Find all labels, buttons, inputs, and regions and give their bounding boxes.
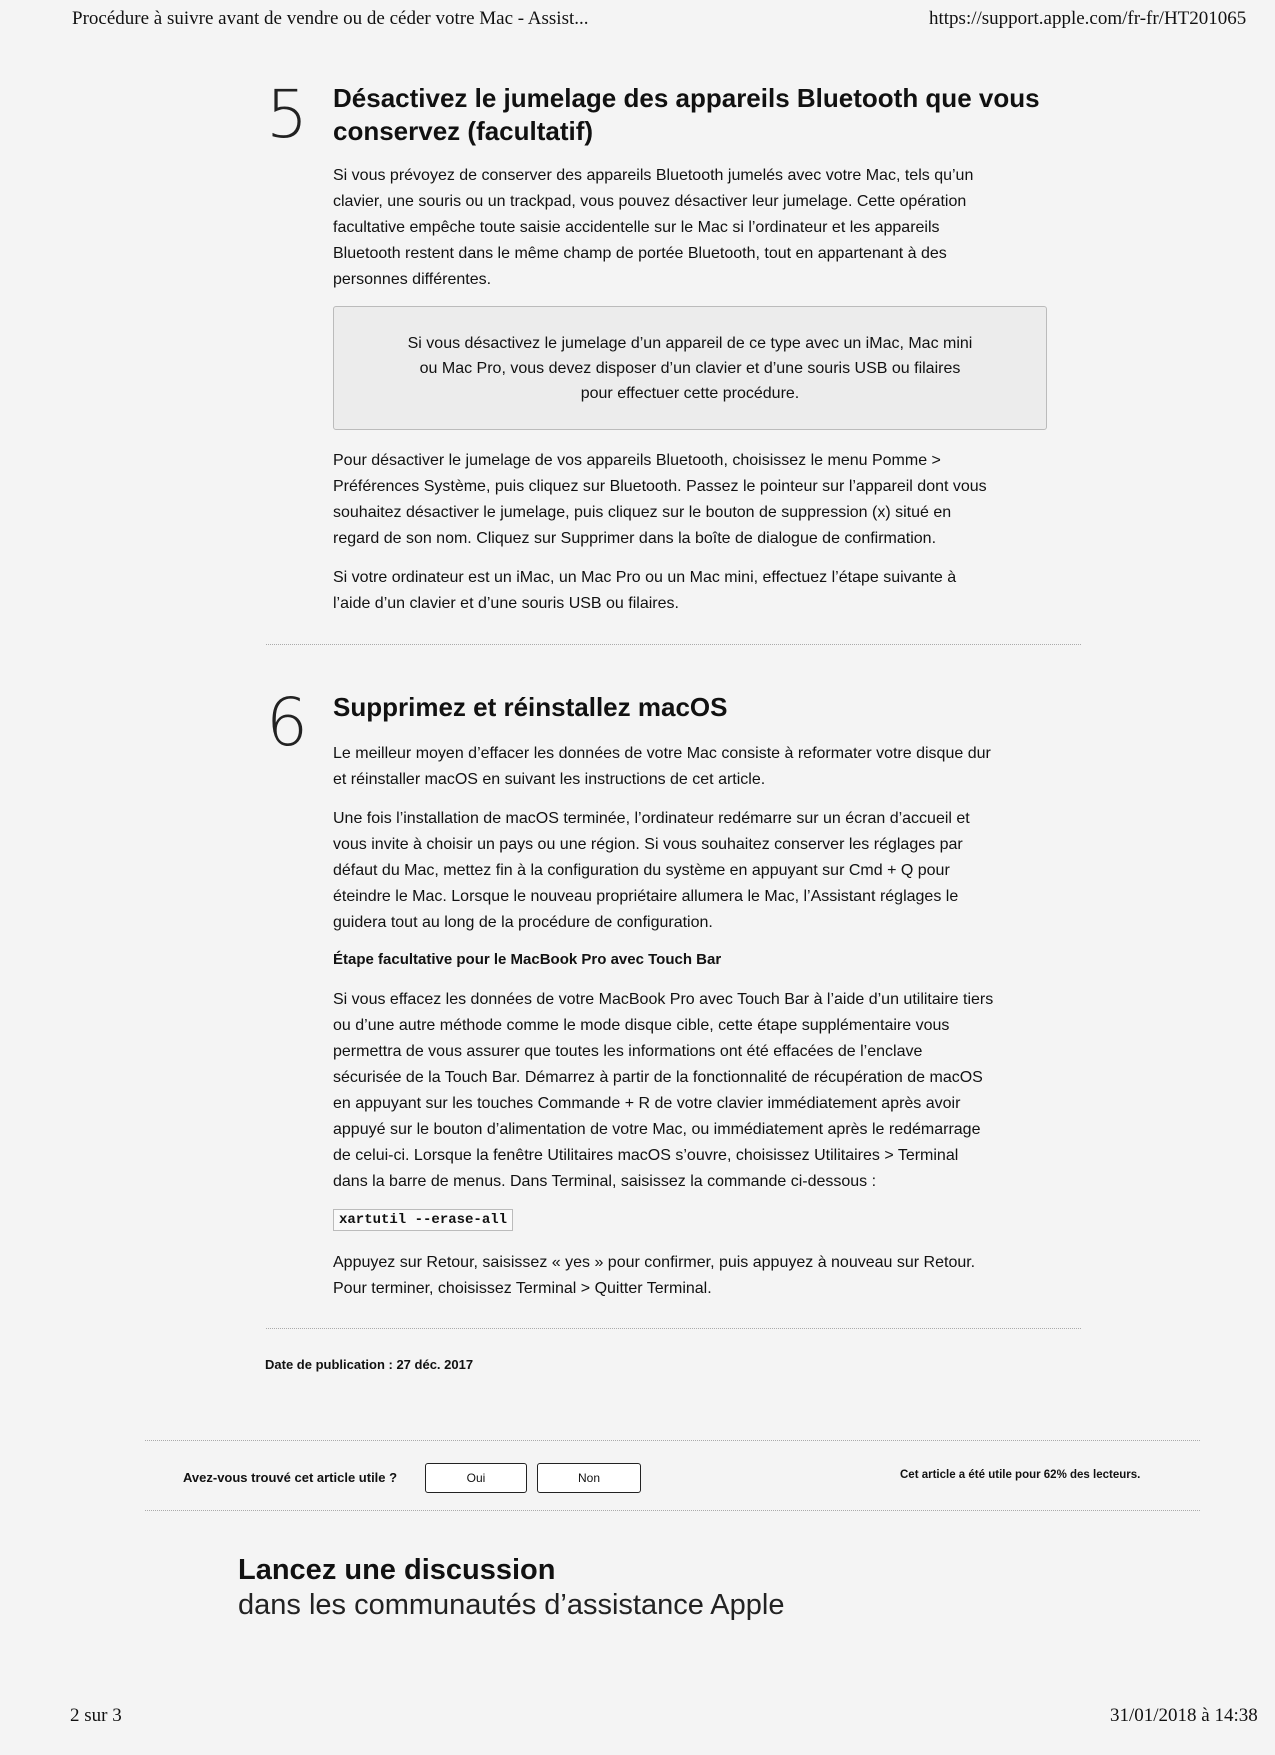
text-line: appuyé sur le bouton d’alimentation de votre Mac, ou immédiatement après le redémarrage (333, 1121, 981, 1138)
step-6-paragraph-1 (333, 741, 1073, 793)
step-6-paragraph-2 (333, 806, 1073, 936)
section-divider (266, 644, 1081, 645)
text-line: Une fois l’installation de macOS terminée, l’ordinateur redémarre sur un écran d’accueil et (333, 810, 970, 827)
text-line: et réinstaller macOS en suivant les instructions de cet article. (333, 771, 766, 788)
step-5-heading (333, 82, 1093, 148)
note-line: Si vous désactivez le jumelage d’un appareil de ce type avec un iMac, Mac mini (407, 335, 973, 352)
text-line: personnes différentes. (333, 271, 492, 288)
feedback-no-button[interactable]: Non (537, 1463, 641, 1493)
feedback-yes-button[interactable]: Oui (425, 1463, 527, 1493)
note-line: ou Mac Pro, vous devez disposer d’un clavier et d’une souris USB ou filaires (419, 360, 961, 377)
step-5-paragraph-3 (333, 565, 1073, 617)
code-snippet (333, 1210, 513, 1228)
text-line: éteindre le Mac. Lorsque le nouveau propriétaire allumera le Mac, l’Assistant réglages le (333, 888, 959, 905)
feedback-divider-bottom (145, 1510, 1200, 1511)
text-line: vous invite à choisir un pays ou une région. Si vous souhaitez conserver les réglages par (333, 836, 963, 853)
text-line: permettra de vous assurer que toutes les informations ont été effacées de l’enclave (333, 1043, 923, 1060)
print-header-url[interactable]: https://support.apple.com/fr-fr/HT201065 (929, 8, 1247, 29)
step-5-paragraph-2 (333, 448, 1073, 552)
community-subtitle[interactable]: dans les communautés d’assistance Apple (238, 1589, 785, 1621)
step-5-title-line1: Désactivez le jumelage des appareils Bluetooth que vous (333, 83, 1040, 113)
feedback-stat: Cet article a été utile pour 62% des lecteurs. (900, 1469, 1141, 1481)
text-line: ou d’une autre méthode comme le mode disque cible, cette étape supplémentaire vous (333, 1017, 950, 1034)
step-6-number: 6 (266, 684, 308, 761)
text-line: Pour terminer, choisissez Terminal > Quitter Terminal. (333, 1280, 712, 1297)
step-6-subheading: Étape facultative pour le MacBook Pro avec Touch Bar (333, 951, 722, 968)
text-line: de celui-ci. Lorsque la fenêtre Utilitaires macOS s’ouvre, choisissez Utilitaires > Terminal (333, 1147, 959, 1164)
step-5-number: 5 (266, 76, 308, 153)
publication-date: Date de publication : 27 déc. 2017 (265, 1357, 474, 1372)
text-line: regard de son nom. Cliquez sur Supprimer dans la boîte de dialogue de confirmation. (333, 530, 937, 547)
text-line: facultative empêche toute saisie accidentelle sur le Mac si l’ordinateur et les appareils (333, 219, 940, 236)
text-line: sécurisée de la Touch Bar. Démarrez à partir de la fonctionnalité de récupération de macOS (333, 1069, 983, 1086)
print-header-title: Procédure à suivre avant de vendre ou de céder votre Mac - Assist... (72, 8, 589, 29)
text-line: l’aide d’un clavier et d’une souris USB ou filaires. (333, 595, 679, 612)
text-line: en appuyant sur les touches Commande + R de votre clavier immédiatement après avoir (333, 1095, 961, 1112)
community-title[interactable]: Lancez une discussion (238, 1554, 556, 1586)
text-line: Si vous effacez les données de votre MacBook Pro avec Touch Bar à l’aide d’un utilitaire tiers (333, 991, 994, 1008)
print-footer-datetime: 31/01/2018 à 14:38 (1110, 1705, 1258, 1726)
text-line: Si votre ordinateur est un iMac, un Mac Pro ou un Mac mini, effectuez l’étape suivante à (333, 569, 957, 586)
step-5-title-line2: conservez (facultatif) (333, 116, 594, 146)
text-line: Appuyez sur Retour, saisissez « yes » pour confirmer, puis appuyez à nouveau sur Retour. (333, 1254, 976, 1271)
print-footer-page: 2 sur 3 (70, 1705, 122, 1726)
text-line: souhaitez désactiver le jumelage, puis cliquez sur le bouton de suppression (x) situé en (333, 504, 952, 521)
step-6-paragraph-4 (333, 1250, 1073, 1302)
text-line: Préférences Système, puis cliquez sur Bluetooth. Passez le pointeur sur l’appareil dont vous (333, 478, 987, 495)
step-6-paragraph-3 (333, 987, 1073, 1195)
note-line: pour effectuer cette procédure. (580, 385, 800, 402)
step-5-paragraph-1 (333, 163, 1073, 293)
text-line: défaut du Mac, mettez fin à la configuration du système en appuyant sur Cmd + Q pour (333, 862, 950, 879)
terminal-command: xartutil --erase-all (333, 1209, 513, 1231)
text-line: clavier, une souris ou un trackpad, vous pouvez désactiver leur jumelage. Cette opération (333, 193, 967, 210)
text-line: dans la barre de menus. Dans Terminal, saisissez la commande ci-dessous : (333, 1173, 877, 1190)
section-divider (266, 1328, 1081, 1329)
step-6-title: Supprimez et réinstallez macOS (333, 692, 728, 722)
text-line: Le meilleur moyen d’effacer les données de votre Mac consiste à reformater votre disque dur (333, 745, 991, 762)
text-line: Si vous prévoyez de conserver des appareils Bluetooth jumelés avec votre Mac, tels qu’un (333, 167, 974, 184)
note-box (333, 306, 1047, 430)
text-line: guidera tout au long de la procédure de configuration. (333, 914, 713, 931)
text-line: Bluetooth restent dans le même champ de portée Bluetooth, tout en appartenant à des (333, 245, 947, 262)
text-line: Pour désactiver le jumelage de vos appareils Bluetooth, choisissez le menu Pomme > (333, 452, 941, 469)
feedback-question: Avez-vous trouvé cet article utile ? (183, 1470, 398, 1485)
feedback-divider-top (145, 1440, 1200, 1441)
